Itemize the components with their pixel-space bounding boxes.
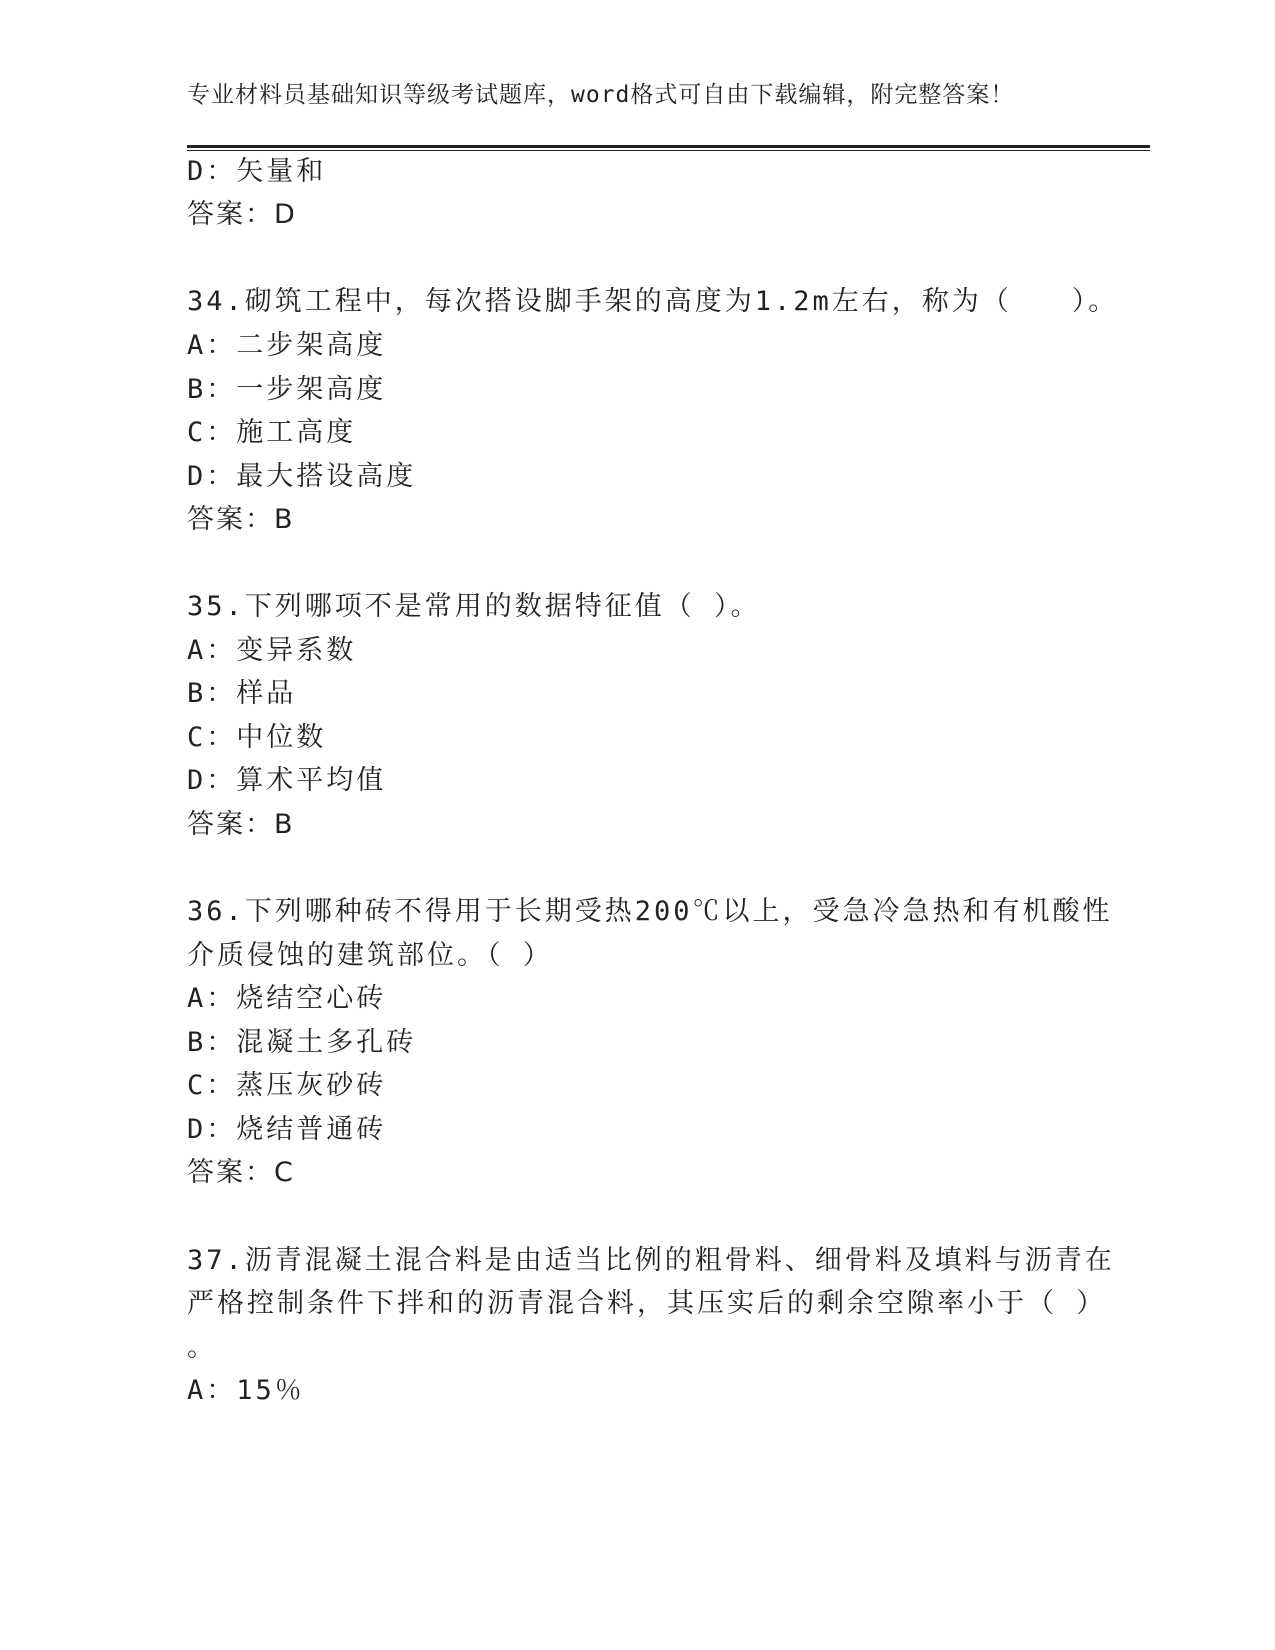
question-stem-cont: 介质侵蚀的建筑部位。（ ）: [187, 940, 553, 971]
option-b: B：混凝土多孔砖: [187, 1027, 417, 1058]
option-d: D：最大搭设高度: [187, 461, 417, 492]
option-d: D：烧结普通砖: [187, 1114, 387, 1145]
option-d: D：矢量和: [187, 156, 327, 187]
option-a: A：烧结空心砖: [187, 983, 387, 1014]
question-stem-cont: 。: [187, 1332, 217, 1363]
option-c: C：蒸压灰砂砖: [187, 1070, 387, 1101]
page-header: 专业材料员基础知识等级考试题库，word格式可自由下载编辑，附完整答案！: [187, 82, 1015, 108]
option-d: D：算术平均值: [187, 765, 387, 796]
header-divider-thin: [187, 150, 1150, 151]
option-a: A：15％: [187, 1375, 305, 1406]
answer: 答案：D: [187, 199, 297, 230]
option-c: C：施工高度: [187, 417, 357, 448]
header-divider: [187, 145, 1150, 148]
option-a: A：二步架高度: [187, 330, 387, 361]
option-c: C：中位数: [187, 722, 327, 753]
question-stem: 36.下列哪种砖不得用于长期受热200℃以上，受急冷急热和有机酸性: [187, 896, 1113, 927]
question-stem: 35.下列哪项不是常用的数据特征值（ ）。: [187, 591, 761, 622]
question-stem-cont: 严格控制条件下拌和的沥青混合料，其压实后的剩余空隙率小于（ ）: [187, 1288, 1107, 1319]
answer: 答案：C: [187, 1157, 295, 1188]
answer: 答案：B: [187, 504, 295, 535]
answer: 答案：B: [187, 809, 295, 840]
option-a: A：变异系数: [187, 635, 357, 666]
question-stem: 37.沥青混凝土混合料是由适当比例的粗骨料、细骨料及填料与沥青在: [187, 1245, 1115, 1276]
question-stem: 34.砌筑工程中，每次搭设脚手架的高度为1.2m左右，称为（ ）。: [187, 286, 1119, 317]
option-b: B：一步架高度: [187, 374, 387, 405]
option-b: B：样品: [187, 678, 297, 709]
